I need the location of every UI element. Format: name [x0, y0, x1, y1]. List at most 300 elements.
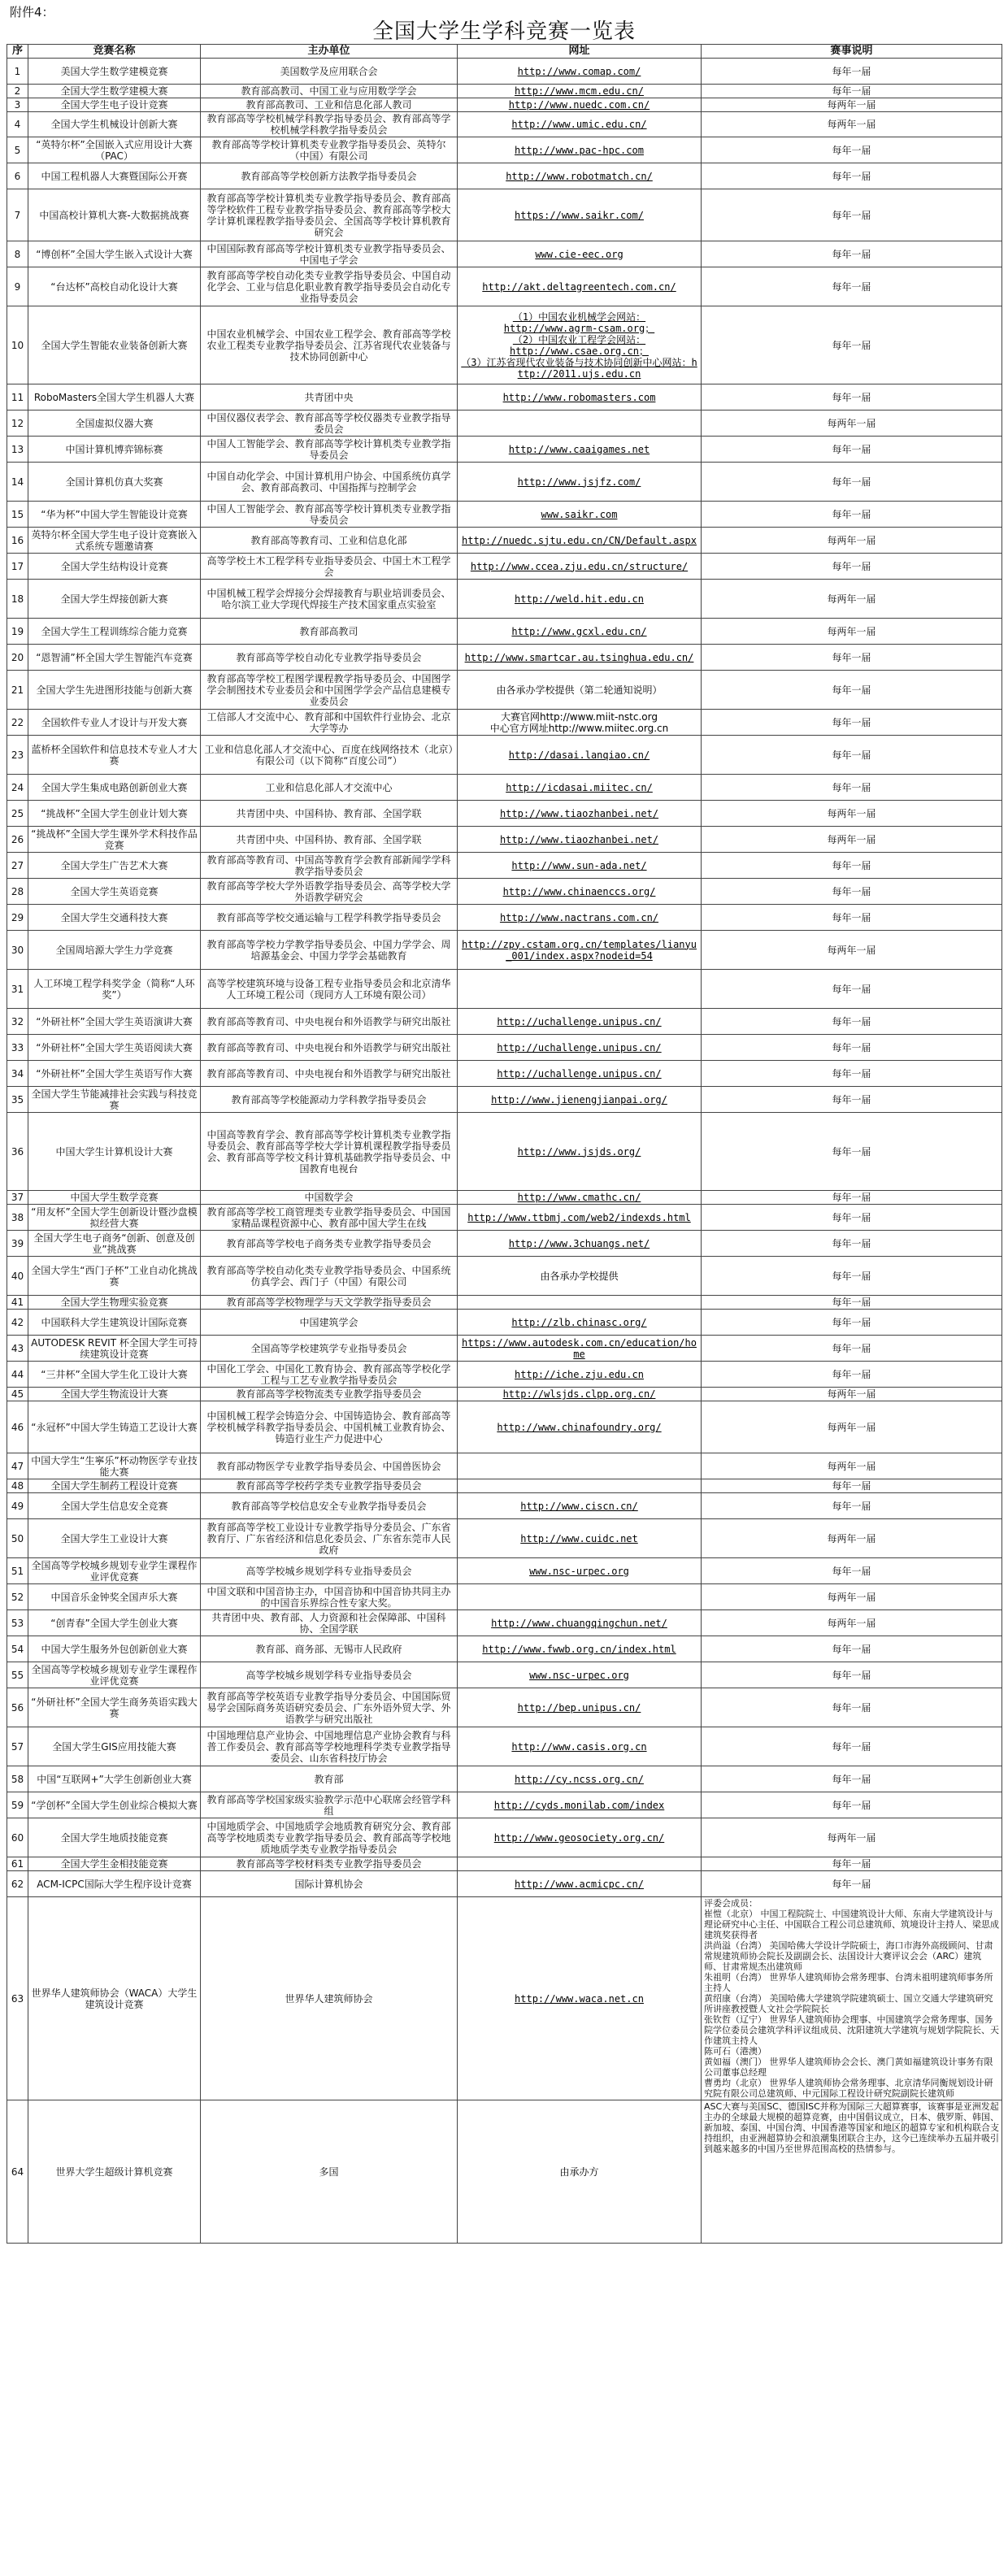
row-number: 15 — [7, 502, 28, 528]
table-row — [7, 801, 1002, 827]
table-row — [7, 853, 1002, 879]
competition-name: 全国周培源大学生力学竞赛 — [28, 931, 201, 970]
website-link[interactable]: （3）江苏省现代农业装备与技术协同创新中心网站：http://2011.ujs.edu.cn — [461, 356, 697, 380]
competition-name: 中国大学生数学竞赛 — [28, 1191, 201, 1205]
organizer: 中国机械工程学会焊接分会焊接教育与职业培训委员会、哈尔滨工业大学现代焊接生产技术国家重点实验室 — [201, 580, 458, 619]
website-link[interactable]: http://www.mcm.edu.cn/ — [458, 85, 702, 98]
website-link[interactable]: http://www.sun-ada.net/ — [458, 853, 702, 879]
website-link[interactable]: http://icdasai.miitec.cn/ — [458, 775, 702, 801]
row-number: 38 — [7, 1205, 28, 1231]
table-row — [7, 1688, 1002, 1727]
event-frequency: 每年一届 — [702, 853, 1002, 879]
event-frequency: 每年一届 — [702, 671, 1002, 710]
organizer: 教育部高等学校自动化类专业教学指导委员会、中国系统仿真学会、西门子（中国）有限公司 — [201, 1257, 458, 1296]
competition-name: 中国联科大学生建筑设计国际竞赛 — [28, 1310, 201, 1336]
event-description: ASC大赛与美国SC、德国ISC并称为国际三大超算赛事，该赛事是亚洲发起主办的全球最大规模的超算竞赛，由中国倡议成立，日本、俄罗斯、韩国、新加坡、泰国、中国台湾、中国香港等国家和地区的超算专家和机构联合支持组织，由亚洲超算协会和浪潮集团联合主办，这今已连续举办五届并吸引到越来越多的中国乃至世界范围高校的热情参与。 — [702, 2100, 1002, 2244]
event-frequency: 每年一届 — [702, 1310, 1002, 1336]
row-number: 19 — [7, 619, 28, 645]
website-link[interactable]: http://cyds.monilab.com/index — [458, 1792, 702, 1818]
table-row — [7, 1310, 1002, 1336]
row-number: 35 — [7, 1087, 28, 1113]
website-link[interactable]: www.nsc-urpec.org — [458, 1662, 702, 1688]
website-link[interactable]: http://www.nactrans.com.cn/ — [458, 905, 702, 931]
event-frequency: 每年一届 — [702, 1493, 1002, 1519]
website-link[interactable]: http://www.chinafoundry.org/ — [458, 1401, 702, 1453]
event-description: 评委会成员： 崔愷（北京） 中国工程院院士、中国建筑设计大师、东南大学建筑设计与理论研究中心主任、中国联合工程公司总建筑师、筑境设计主持人、梁思成建筑奖获得者 洪尚溢（台湾） 美国哈佛大学设计学院硕士，海口市海外高级顾问、甘肃常规建筑师协会院长及副副会长、法国设计大赛评议会会（ARC）建筑师、甘肃常规杰出建筑师 朱祖明（台湾） 世界华人建筑师协会常务理事、台湾未祖明建筑师事务所主持人 黄绍康（台湾） 美国哈佛大学建筑学院建筑硕士、国立交通大学建筑研究所讲座教授暨人文社会学院院长 张钦哲（辽宁） 世界华人建筑师协会理事、中国建筑学会常务理事、国务院学位委员会建筑学科评议组成员、沈阳建筑大学建筑与规划学院院长、天作建筑主持人 陈可石（港澳） 黄如福（澳门） 世界华人建筑师协会会长、澳门黄如福建筑设计事务有限公司董事总经理 曹勇均（北京） 世界华人建筑师协会常务理事、北京清华同衡规划设计研究院有限公司总建筑师、中元国际工程设计研究院副院长建筑师 — [702, 1897, 1002, 2100]
table-row — [7, 1009, 1002, 1035]
competition-name: 英特尔杯全国大学生电子设计竞赛嵌入式系统专题邀请赛 — [28, 528, 201, 554]
organizer: 中国机械工程学会铸造分会、中国铸造协会、教育部高等学校机械学科教学指导委员会、中国机械工业教育协会、铸造行业生产力促进中心 — [201, 1401, 458, 1453]
event-frequency: 每年一届 — [702, 1257, 1002, 1296]
table-row — [7, 1362, 1002, 1388]
competition-name: 全国高等学校城乡规划专业学生课程作业评优竞赛 — [28, 1662, 201, 1688]
website-link[interactable]: 中心官方网址http://www.miitec.org.cn — [489, 722, 669, 734]
website-link[interactable]: http://weld.hit.edu.cn — [458, 580, 702, 619]
event-frequency: 每年一届 — [702, 241, 1002, 267]
website-link[interactable]: http://www.acmicpc.cn/ — [458, 1871, 702, 1897]
table-row — [7, 98, 1002, 112]
table-row — [7, 1453, 1002, 1479]
competition-name: 蓝桥杯全国软件和信息技术专业人才大赛 — [28, 736, 201, 775]
row-number: 29 — [7, 905, 28, 931]
organizer: 教育部 — [201, 1766, 458, 1792]
website-link[interactable]: http://www.ciscn.cn/ — [458, 1493, 702, 1519]
competition-name: 全国大学生信息安全竞赛 — [28, 1493, 201, 1519]
row-number: 37 — [7, 1191, 28, 1205]
website-link[interactable]: www.saikr.com — [458, 502, 702, 528]
row-number: 54 — [7, 1636, 28, 1662]
competition-name: “三井杯”全国大学生化工设计大赛 — [28, 1362, 201, 1388]
competition-name: 全国大学生英语竞赛 — [28, 879, 201, 905]
table-row — [7, 1610, 1002, 1636]
row-number: 55 — [7, 1662, 28, 1688]
competition-name: 中国“互联网+”大学生创新创业大赛 — [28, 1766, 201, 1792]
event-frequency: 每年一届 — [702, 1479, 1002, 1493]
table-row — [7, 437, 1002, 463]
event-frequency: 每两年一届 — [702, 580, 1002, 619]
organizer: 工信部人才交流中心、教育部和中国软件行业协会、北京大学等办 — [201, 710, 458, 736]
website-cell[interactable] — [458, 306, 702, 384]
row-number: 64 — [7, 2100, 28, 2244]
organizer: 教育部高等学校电子商务类专业教学指导委员会 — [201, 1231, 458, 1257]
competition-name: 中国音乐金钟奖全国声乐大赛 — [28, 1584, 201, 1610]
table-row — [7, 671, 1002, 710]
row-number: 2 — [7, 85, 28, 98]
event-frequency: 每两年一届 — [702, 411, 1002, 437]
website-note: 由各承办学校提供 — [458, 1257, 702, 1296]
event-frequency: 每两年一届 — [702, 1401, 1002, 1453]
website-link[interactable]: https://www.saikr.com/ — [458, 189, 702, 241]
event-frequency: 每年一届 — [702, 1296, 1002, 1310]
website-link[interactable]: www.cie-eec.org — [458, 241, 702, 267]
competition-name: 全国大学生数学建模大赛 — [28, 85, 201, 98]
website-link[interactable]: http://uchallenge.unipus.cn/ — [458, 1009, 702, 1035]
event-frequency: 每年一届 — [702, 1766, 1002, 1792]
website-link[interactable]: http://www.waca.net.cn — [458, 1897, 702, 2100]
row-number: 3 — [7, 98, 28, 112]
row-number: 63 — [7, 1897, 28, 2100]
website-link[interactable] — [458, 1584, 702, 1610]
organizer: 教育部高等教育司、中国高等教育学会教育部新闻学学科教学指导委员会 — [201, 853, 458, 879]
website-link[interactable]: http://www.nuedc.com.cn/ — [458, 98, 702, 112]
organizer: 国际计算机协会 — [201, 1871, 458, 1897]
table-row — [7, 1493, 1002, 1519]
website-link[interactable]: http://www.3chuangs.net/ — [458, 1231, 702, 1257]
event-frequency: 每年一届 — [702, 1191, 1002, 1205]
table-row — [7, 528, 1002, 554]
event-frequency: 每年一届 — [702, 1009, 1002, 1035]
website-link[interactable]: http://zlb.chinasc.org/ — [458, 1310, 702, 1336]
row-number: 4 — [7, 112, 28, 137]
table-row — [7, 137, 1002, 163]
website-link[interactable]: http://www.csae.org.cn； — [510, 345, 649, 357]
competition-name: “博创杯”全国大学生嵌入式设计大赛 — [28, 241, 201, 267]
organizer: 教育部高等教育司、中央电视台和外语教学与研究出版社 — [201, 1035, 458, 1061]
attachment-label: 附件4： — [10, 5, 54, 20]
table-row — [7, 1087, 1002, 1113]
organizer: 教育部高等学校国家级实验教学示范中心联席会经管学科组 — [201, 1792, 458, 1818]
website-link[interactable]: http://www.chinaenccs.org/ — [458, 879, 702, 905]
organizer: 教育部高等学校计算机类专业教学指导委员会、教育部高等学校软件工程专业教学指导委员会、教育部高等学校大学计算机课程教学指导委员会、全国高等学校计算机教育研究会 — [201, 189, 458, 241]
table-row — [7, 1479, 1002, 1493]
organizer: 工业和信息化部人才交流中心 — [201, 775, 458, 801]
organizer: 美国数学及应用联合会 — [201, 59, 458, 85]
website-note: 由各承办学校提供（第二轮通知说明） — [458, 671, 702, 710]
website-link[interactable]: www.nsc-urpec.org — [458, 1558, 702, 1584]
website-link[interactable] — [458, 970, 702, 1009]
competition-name: 全国虚拟仪器大赛 — [28, 411, 201, 437]
event-frequency: 每年一届 — [702, 267, 1002, 306]
table-row — [7, 241, 1002, 267]
website-link[interactable]: http://www.gcxl.edu.cn/ — [458, 619, 702, 645]
organizer: 中国建筑学会 — [201, 1310, 458, 1336]
website-link[interactable]: http://www.chuangqingchun.net/ — [458, 1610, 702, 1636]
event-frequency: 每两年一届 — [702, 801, 1002, 827]
row-number: 24 — [7, 775, 28, 801]
website-link[interactable]: http://www.tiaozhanbei.net/ — [458, 827, 702, 853]
organizer: 教育部高等学校计算机类专业教学指导委员会、英特尔（中国）有限公司 — [201, 137, 458, 163]
website-link[interactable]: http://www.ccea.zju.edu.cn/structure/ — [458, 554, 702, 580]
event-frequency: 每年一届 — [702, 1061, 1002, 1087]
row-number: 28 — [7, 879, 28, 905]
event-frequency: 每两年一届 — [702, 1610, 1002, 1636]
event-frequency: 每年一届 — [702, 970, 1002, 1009]
organizer: 教育部高等学校信息安全专业教学指导委员会 — [201, 1493, 458, 1519]
organizer: 教育部高等教育司、中央电视台和外语教学与研究出版社 — [201, 1009, 458, 1035]
row-number: 34 — [7, 1061, 28, 1087]
organizer: 中国国际教育部高等学校计算机类专业教学指导委员会、中国电子学会 — [201, 241, 458, 267]
competition-name: 全国大学生电子商务“创新、创意及创业”挑战赛 — [28, 1231, 201, 1257]
row-number: 26 — [7, 827, 28, 853]
organizer: 中国地理信息产业协会、中国地理信息产业协会教育与科普工作委员会、教育部高等学校地理科学类专业教学指导委员会、山东省科技厅协会 — [201, 1727, 458, 1766]
website-link[interactable]: http://www.smartcar.au.tsinghua.edu.cn/ — [458, 645, 702, 671]
website-link[interactable] — [458, 1453, 702, 1479]
header-name: 竞赛名称 — [28, 45, 201, 59]
table-row — [7, 384, 1002, 411]
website-link[interactable]: http://www.ttbmj.com/web2/indexds.html — [458, 1205, 702, 1231]
website-link[interactable]: http://zpy.cstam.org.cn/templates/lianyu_001/index.aspx?nodeid=54 — [458, 931, 702, 970]
event-frequency: 每年一届 — [702, 1113, 1002, 1191]
row-number: 61 — [7, 1857, 28, 1871]
row-number: 5 — [7, 137, 28, 163]
row-number: 58 — [7, 1766, 28, 1792]
table-row — [7, 1401, 1002, 1453]
website-link[interactable]: http://www.agrm-csam.org； — [503, 322, 655, 334]
competition-name: AUTODESK REVIT 杯全国大学生可持续建筑设计竞赛 — [28, 1336, 201, 1362]
competition-name: 全国大学生智能农业装备创新大赛 — [28, 306, 201, 384]
organizer: 共青团中央 — [201, 384, 458, 411]
competition-name: “外研社杯”全国大学生商务英语实践大赛 — [28, 1688, 201, 1727]
website-link[interactable]: http://uchallenge.unipus.cn/ — [458, 1035, 702, 1061]
organizer: 教育部高等学校机械学科教学指导委员会、教育部高等学校机械学科教学指导委员会 — [201, 112, 458, 137]
event-frequency: 每两年一届 — [702, 619, 1002, 645]
table-row — [7, 1257, 1002, 1296]
organizer: 教育部高等学校工程图学课程教学指导委员会、中国图学学会制图技术专业委员会和中国图学学会产品信息建模专业委员会 — [201, 671, 458, 710]
event-frequency: 每年一届 — [702, 502, 1002, 528]
website-link[interactable]: http://www.comap.com/ — [458, 59, 702, 85]
competition-name: 全国大学生物流设计大赛 — [28, 1388, 201, 1401]
organizer: 高等学校城乡规划学科专业指导委员会 — [201, 1558, 458, 1584]
website-link[interactable]: http://bep.unipus.cn/ — [458, 1688, 702, 1727]
organizer: 教育部高等学校创新方法教学指导委员会 — [201, 163, 458, 189]
header-url: 网址 — [458, 45, 702, 59]
event-frequency: 每年一届 — [702, 306, 1002, 384]
website-link[interactable]: http://iche.zju.edu.cn — [458, 1362, 702, 1388]
row-number: 9 — [7, 267, 28, 306]
header-freq: 赛事说明 — [702, 45, 1002, 59]
organizer: 工业和信息化部人才交流中心、百度在线网络技术（北京）有限公司（以下简称“百度公司”） — [201, 736, 458, 775]
organizer: 中国地质学会、中国地质学会地质教育研究分会、教育部高等学校地质类专业教学指导委员会、教育部高等学校地质地质学类专业教学指导委员会 — [201, 1818, 458, 1857]
organizer: 教育部高等学校物流类专业教学指导委员会 — [201, 1388, 458, 1401]
competition-name: 中国工程机器人大赛暨国际公开赛 — [28, 163, 201, 189]
website-link[interactable]: http://www.umic.edu.cn/ — [458, 112, 702, 137]
organizer: 教育部高等学校英语专业教学指导分委员会、中国国际贸易学会国际商务英语研究委员会、广东外语外贸大学、外语教学与研究出版社 — [201, 1688, 458, 1727]
website-link[interactable]: http://akt.deltagreentech.com.cn/ — [458, 267, 702, 306]
table-row — [7, 879, 1002, 905]
competition-name: 全国大学生工业设计大赛 — [28, 1519, 201, 1558]
organizer: 教育部高等教育司、中央电视台和外语教学与研究出版社 — [201, 1061, 458, 1087]
row-number: 16 — [7, 528, 28, 554]
event-frequency: 每年一届 — [702, 775, 1002, 801]
event-frequency: 每年一届 — [702, 710, 1002, 736]
table-row — [7, 736, 1002, 775]
event-frequency: 每年一届 — [702, 163, 1002, 189]
event-frequency: 每两年一届 — [702, 528, 1002, 554]
row-number: 12 — [7, 411, 28, 437]
organizer: 中国自动化学会、中国计算机用户协会、中国系统仿真学会、教育部高教司、中国指挥与控制学会 — [201, 463, 458, 502]
website-link[interactable]: http://cy.ncss.org.cn/ — [458, 1766, 702, 1792]
organizer: 中国化工学会、中国化工教育协会、教育部高等学校化学工程与工艺专业教学指导委员会 — [201, 1362, 458, 1388]
website-link[interactable]: http://wlsjds.clpp.org.cn/ — [458, 1388, 702, 1401]
table-row — [7, 1558, 1002, 1584]
table-header-row — [7, 45, 1002, 59]
organizer: 高等学校土木工程学科专业指导委员会、中国土木工程学会 — [201, 554, 458, 580]
website-link[interactable]: http://www.tiaozhanbei.net/ — [458, 801, 702, 827]
table-row — [7, 905, 1002, 931]
row-number: 10 — [7, 306, 28, 384]
competition-name: 全国大学生交通科技大赛 — [28, 905, 201, 931]
event-frequency: 每两年一届 — [702, 1818, 1002, 1857]
website-link[interactable]: http://www.jsjds.org/ — [458, 1113, 702, 1191]
organizer: 教育部高等学校工商管理类专业教学指导委员会、中国国家精品课程资源中心、教育部中国大学生在线 — [201, 1205, 458, 1231]
table-row — [7, 1897, 1002, 2100]
table-row — [7, 267, 1002, 306]
row-number: 62 — [7, 1871, 28, 1897]
website-link[interactable]: http://www.fwwb.org.cn/index.html — [458, 1636, 702, 1662]
competition-name: 人工环境工程学科奖学金（简称“人环奖”） — [28, 970, 201, 1009]
row-number: 56 — [7, 1688, 28, 1727]
event-frequency: 每年一届 — [702, 1087, 1002, 1113]
page-title: 全国大学生学科竞赛一览表 — [371, 20, 636, 44]
row-number: 20 — [7, 645, 28, 671]
website-link[interactable]: http://dasai.lanqiao.cn/ — [458, 736, 702, 775]
website-link[interactable]: http://www.pac-hpc.com — [458, 137, 702, 163]
table-row — [7, 827, 1002, 853]
table-row — [7, 1296, 1002, 1310]
organizer: 高等学校城乡规划学科专业指导委员会 — [201, 1662, 458, 1688]
row-number: 52 — [7, 1584, 28, 1610]
table-row — [7, 1388, 1002, 1401]
table-row — [7, 1519, 1002, 1558]
website-link[interactable]: http://www.jienengjianpai.org/ — [458, 1087, 702, 1113]
website-link[interactable]: （2）中国农业工程学会网站： — [512, 333, 646, 345]
table-row — [7, 970, 1002, 1009]
row-number: 27 — [7, 853, 28, 879]
website-link[interactable]: http://nuedc.sjtu.edu.cn/CN/Default.aspx — [458, 528, 702, 554]
website-link[interactable]: http://www.geosociety.org.cn/ — [458, 1818, 702, 1857]
competition-name: 世界华人建筑师协会（WACA）大学生建筑设计竞赛 — [28, 1897, 201, 2100]
competition-name: “外研社杯”全国大学生英语写作大赛 — [28, 1061, 201, 1087]
competition-name: 中国高校计算机大赛-大数据挑战赛 — [28, 189, 201, 241]
website-link[interactable]: https://www.autodesk.com.cn/education/home — [458, 1336, 702, 1362]
organizer: 教育部高等学校交通运输与工程学科教学指导委员会 — [201, 905, 458, 931]
organizer: 教育部高等学校物理学与天文学教学指导委员会 — [201, 1296, 458, 1310]
event-frequency: 每年一届 — [702, 1362, 1002, 1388]
table-row — [7, 112, 1002, 137]
row-number: 1 — [7, 59, 28, 85]
organizer: 教育部高教司、工业和信息化部人教司 — [201, 98, 458, 112]
event-frequency: 每年一届 — [702, 879, 1002, 905]
website-link[interactable]: http://uchallenge.unipus.cn/ — [458, 1061, 702, 1087]
event-frequency: 每年一届 — [702, 384, 1002, 411]
competition-name: “台达杯”高校自动化设计大赛 — [28, 267, 201, 306]
website-link[interactable]: 大赛官网http://www.miit-nstc.org — [501, 710, 658, 723]
website-link[interactable]: http://www.caaigames.net — [458, 437, 702, 463]
table-row — [7, 1336, 1002, 1362]
website-link[interactable] — [458, 1479, 702, 1493]
row-number: 47 — [7, 1453, 28, 1479]
website-note: 由承办方 — [458, 2100, 702, 2244]
table-row — [7, 1191, 1002, 1205]
website-link[interactable]: http://www.cuidc.net — [458, 1519, 702, 1558]
competition-name: “学创杯”全国大学生创业综合模拟大赛 — [28, 1792, 201, 1818]
organizer: 教育部动物医学专业教学指导委员会、中国兽医协会 — [201, 1453, 458, 1479]
website-cell[interactable] — [458, 710, 702, 736]
row-number: 7 — [7, 189, 28, 241]
table-row — [7, 1205, 1002, 1231]
competition-name: “创青春”全国大学生创业大赛 — [28, 1610, 201, 1636]
competition-name: 全国大学生“西门子杯”工业自动化挑战赛 — [28, 1257, 201, 1296]
row-number: 13 — [7, 437, 28, 463]
row-number: 6 — [7, 163, 28, 189]
event-frequency: 每两年一届 — [702, 1453, 1002, 1479]
organizer: 教育部高等学校材料类专业教学指导委员会 — [201, 1857, 458, 1871]
event-frequency: 每两年一届 — [702, 827, 1002, 853]
row-number: 33 — [7, 1035, 28, 1061]
event-frequency: 每年一届 — [702, 437, 1002, 463]
organizer: 中国人工智能学会、教育部高等学校计算机类专业教学指导委员会 — [201, 502, 458, 528]
website-link[interactable]: http://www.jsjfz.com/ — [458, 463, 702, 502]
organizer: 教育部、商务部、无锡市人民政府 — [201, 1636, 458, 1662]
competition-name: “挑战杯”全国大学生课外学术科技作品竞赛 — [28, 827, 201, 853]
event-frequency: 每年一届 — [702, 1662, 1002, 1688]
competition-name: 全国大学生工程训练综合能力竞赛 — [28, 619, 201, 645]
event-frequency: 每年一届 — [702, 1636, 1002, 1662]
event-frequency: 每年一届 — [702, 1688, 1002, 1727]
event-frequency: 每年一届 — [702, 1205, 1002, 1231]
organizer: 中国仪器仪表学会、教育部高等学校仪器类专业教学指导委员会 — [201, 411, 458, 437]
row-number: 40 — [7, 1257, 28, 1296]
competition-name: 中国大学生服务外包创新创业大赛 — [28, 1636, 201, 1662]
website-link[interactable]: http://www.robotmatch.cn/ — [458, 163, 702, 189]
row-number: 25 — [7, 801, 28, 827]
row-number: 59 — [7, 1792, 28, 1818]
event-frequency: 每年一届 — [702, 1792, 1002, 1818]
website-link[interactable] — [458, 411, 702, 437]
website-link[interactable]: （1）中国农业机械学会网站： — [512, 311, 646, 323]
row-number: 43 — [7, 1336, 28, 1362]
competition-name: 全国大学生制药工程设计竞赛 — [28, 1479, 201, 1493]
table-row — [7, 189, 1002, 241]
row-number: 41 — [7, 1296, 28, 1310]
event-frequency: 每年一届 — [702, 1857, 1002, 1871]
event-frequency: 每年一届 — [702, 1035, 1002, 1061]
row-number: 49 — [7, 1493, 28, 1519]
organizer: 教育部高教司、中国工业与应用数学学会 — [201, 85, 458, 98]
website-link[interactable]: http://www.casis.org.cn — [458, 1727, 702, 1766]
row-number: 23 — [7, 736, 28, 775]
competition-name: “恩智浦”杯全国大学生智能汽车竞赛 — [28, 645, 201, 671]
row-number: 32 — [7, 1009, 28, 1035]
competition-name: “英特尔杯”全国嵌入式应用设计大赛（PAC） — [28, 137, 201, 163]
row-number: 31 — [7, 970, 28, 1009]
table-row — [7, 1636, 1002, 1662]
table-row — [7, 1231, 1002, 1257]
organizer: 教育部高等学校能源动力学科教学指导委员会 — [201, 1087, 458, 1113]
competition-name: 中国大学生“生寧乐”杯动物医学专业技能大赛 — [28, 1453, 201, 1479]
table-row — [7, 554, 1002, 580]
row-number: 21 — [7, 671, 28, 710]
competition-name: 全国大学生物理实验竞赛 — [28, 1296, 201, 1310]
event-frequency: 每年一届 — [702, 1231, 1002, 1257]
organizer: 教育部高等学校工业设计专业教学指导分委员会、广东省教育厅、广东省经济和信息化委员会、广东省东莞市人民政府 — [201, 1519, 458, 1558]
event-frequency: 每年一届 — [702, 736, 1002, 775]
competition-name: “外研社杯”全国大学生英语演讲大赛 — [28, 1009, 201, 1035]
competition-name: 世界大学生超级计算机竞赛 — [28, 2100, 201, 2244]
row-number: 8 — [7, 241, 28, 267]
table-row — [7, 619, 1002, 645]
website-link[interactable]: http://www.robomasters.com — [458, 384, 702, 411]
row-number: 57 — [7, 1727, 28, 1766]
table-row — [7, 463, 1002, 502]
website-link[interactable]: http://www.cmathc.cn/ — [458, 1191, 702, 1205]
website-link[interactable] — [458, 1296, 702, 1310]
header-organizer: 主办单位 — [201, 45, 458, 59]
website-link[interactable] — [458, 1857, 702, 1871]
organizer: 全国高等学校建筑学专业指导委员会 — [201, 1336, 458, 1362]
row-number: 39 — [7, 1231, 28, 1257]
event-frequency: 每年一届 — [702, 905, 1002, 931]
